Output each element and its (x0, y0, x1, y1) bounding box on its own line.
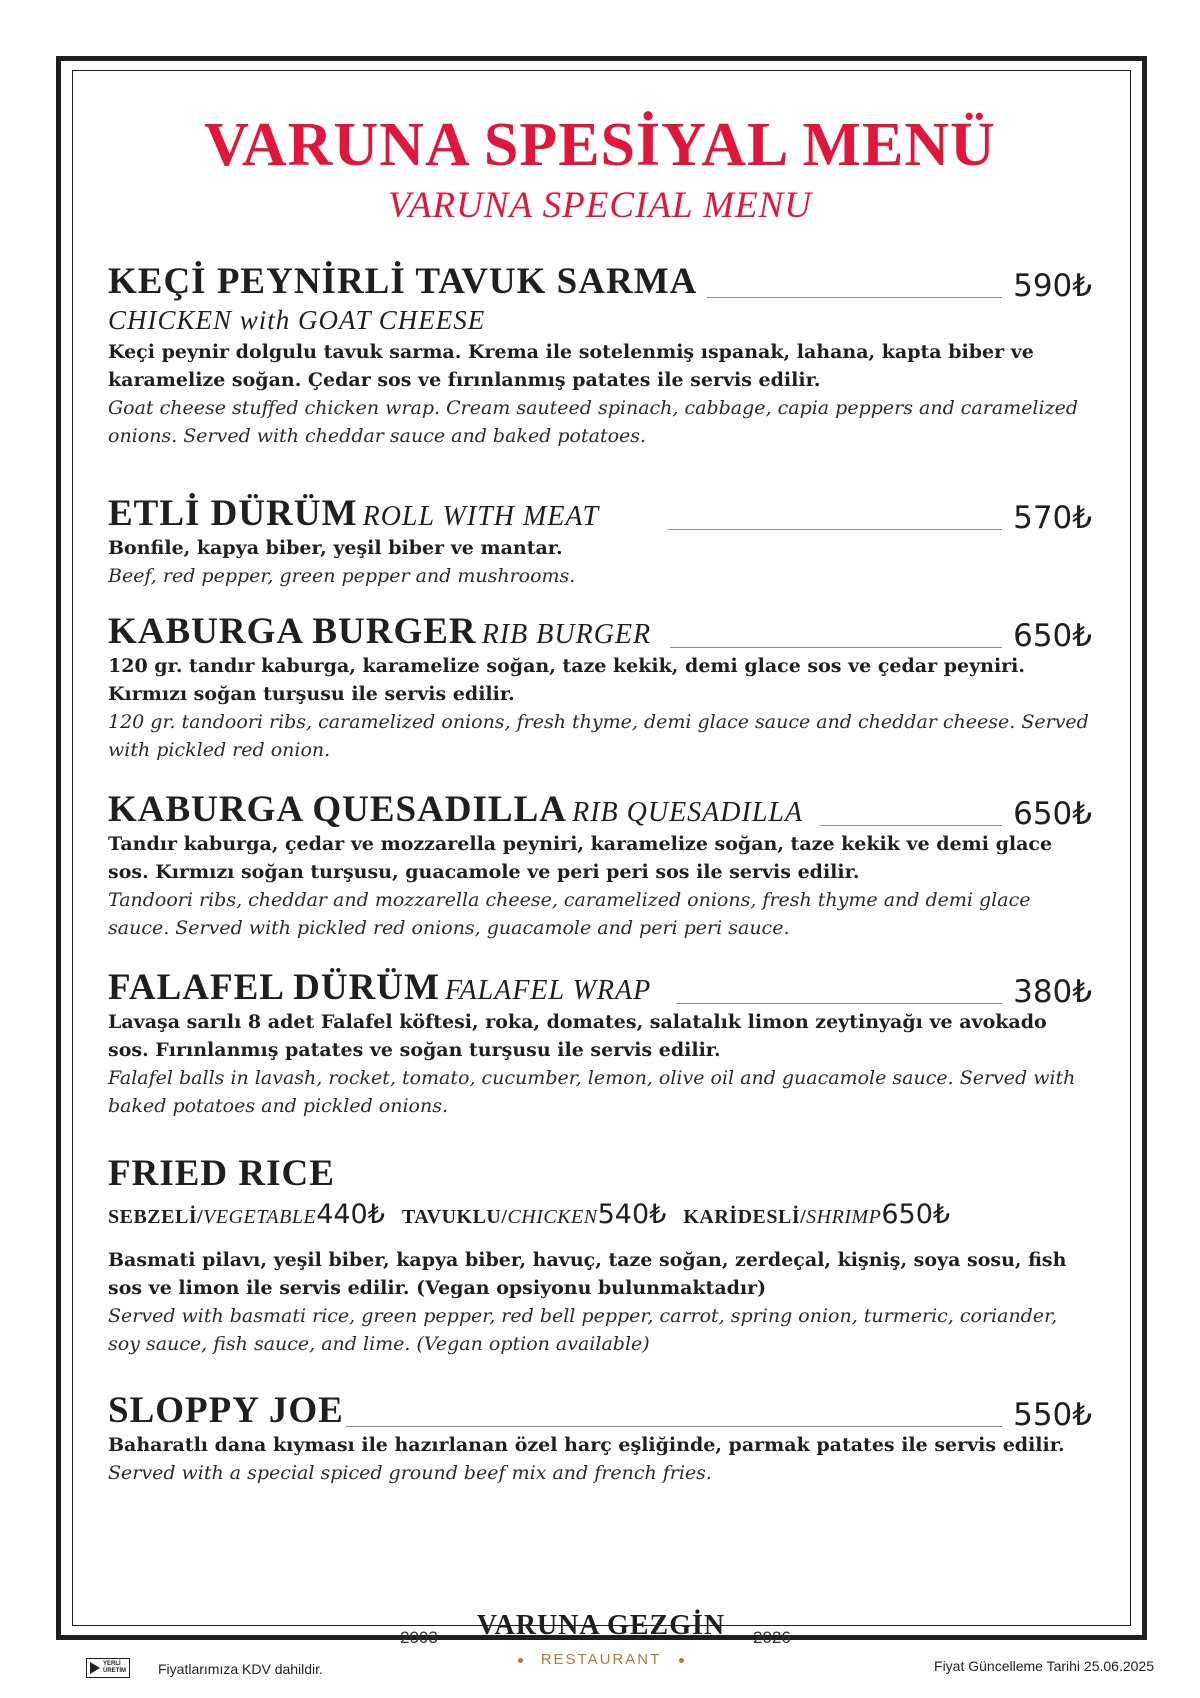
option-label-tr: SEBZELİ/ (108, 1206, 204, 1228)
item-name-en: RIB BURGER (481, 619, 652, 650)
item-desc-tr: Lavaşa sarılı 8 adet Falafel köftesi, roka, domates, salatalık limon zeytinyağı ve avokado sos. Fırınlanmış patates ve soğan turşusu ile servis edilir. (108, 1011, 1047, 1061)
item-desc-en: Served with a special spiced ground beef mix and french fries. (108, 1462, 712, 1484)
item-desc-en: Beef, red pepper, green pepper and mushrooms. (108, 565, 576, 587)
year-start: 2003 (400, 1628, 438, 1647)
footer-line-left (56, 1637, 396, 1640)
menu-title: VARUNA SPESİYAL MENÜ (204, 111, 996, 179)
item-desc-en: Served with basmati rice, green pepper, red bell pepper, carrot, spring onion, turmeric, coriander, soy sauce, fish sauce, and lime. (Vegan option available) (108, 1305, 1058, 1355)
menu-item (108, 258, 1092, 450)
item-name: SLOPPY JOE (108, 1390, 344, 1431)
dot-icon (679, 1658, 684, 1663)
item-price: 570₺ (1013, 500, 1092, 536)
leader-line (346, 1426, 1002, 1427)
year-end: 2026 (753, 1628, 791, 1647)
item-desc-en: Goat cheese stuffed chicken wrap. Cream sauteed spinach, cabbage, capia peppers and caramelized onions. Served with cheddar sauce and baked potatoes. (108, 397, 1079, 447)
menu-item (108, 1150, 1092, 1358)
leader-line (707, 297, 1002, 298)
badge-icon (90, 1662, 100, 1674)
option-label-tr: KARİDESLİ/ (683, 1206, 807, 1228)
dot-icon (518, 1658, 523, 1663)
item-subtitle-en: CHICKEN with GOAT CHEESE (108, 305, 486, 335)
restaurant-logo-sub: RESTAURANT (470, 1651, 732, 1668)
price-update-date: Fiyat Güncelleme Tarihi 25.06.2025 (934, 1658, 1154, 1674)
vat-note: Fiyatlarımıza KDV dahildir. (158, 1661, 323, 1677)
item-desc-tr: Bonfile, kapya biber, yeşil biber ve mantar. (108, 537, 563, 559)
item-name: KEÇİ PEYNİRLİ TAVUK SARMA (108, 261, 698, 302)
item-name-en: RIB QUESADILLA (572, 797, 804, 828)
item-name: FALAFEL DÜRÜM (108, 967, 440, 1008)
restaurant-logo: VARUNA GEZGİN (476, 1610, 726, 1641)
menu-item (108, 608, 1092, 764)
item-desc-en: Falafel balls in lavash, rocket, tomato, cucumber, lemon, olive oil and guacamole sauce. Served with baked potatoes and pickled onions. (108, 1067, 1076, 1117)
item-desc-tr: Basmati pilavı, yeşil biber, kapya biber, havuç, taze soğan, zerdeçal, kişniş, soya sosu, fish sos ve limon ile servis edilir. (Vegan opsiyonu bulunmaktadır) (108, 1249, 1067, 1299)
item-price: 650₺ (1013, 796, 1092, 832)
item-price: 550₺ (1013, 1397, 1092, 1433)
item-desc-tr: Keçi peynir dolgulu tavuk sarma. Krema ile sotelenmiş ıspanak, lahana, kapta biber ve karamelize soğan. Çedar sos ve fırınlanmış patates ile servis edilir. (108, 341, 1034, 391)
item-desc-en: Tandoori ribs, cheddar and mozzarella cheese, caramelized onions, fresh thyme and demi glace sauce. Served with pickled red onions, guacamole and peri peri sauce. (108, 889, 1031, 939)
item-desc-tr: Tandır kaburga, çedar ve mozzarella peyniri, karamelize soğan, taze kekik ve demi glace sos. Kırmızı soğan turşusu, guacamole ve peri peri sos ile servis edilir. (108, 833, 1053, 883)
item-name: FRIED RICE (108, 1153, 335, 1194)
item-name: KABURGA BURGER (108, 611, 477, 652)
leader-line (676, 1003, 1002, 1004)
option-label-tr: TAVUKLU/ (401, 1206, 508, 1228)
item-name: KABURGA QUESADILLA (108, 789, 568, 830)
item-name-en: FALAFEL WRAP (445, 975, 652, 1006)
item-price: 590₺ (1013, 268, 1092, 304)
fried-rice-options (108, 1200, 1092, 1232)
option-label-en: CHICKEN (507, 1206, 598, 1228)
leader-line (820, 825, 1002, 826)
item-price: 380₺ (1013, 974, 1092, 1010)
option-label-en: SHRIMP (806, 1206, 882, 1228)
item-desc-tr: 120 gr. tandır kaburga, karamelize soğan, taze kekik, demi glace sos ve çedar peyniri. Kırmızı soğan turşusu ile servis edilir. (108, 655, 1026, 705)
option-price: 440₺ (316, 1199, 385, 1230)
item-price: 650₺ (1013, 618, 1092, 654)
menu-item (108, 490, 1092, 590)
leader-line (668, 529, 1002, 530)
item-desc-tr: Baharatlı dana kıyması ile hazırlanan özel harç eşliğinde, parmak patates ile servis edilir. (108, 1434, 1065, 1456)
menu-item (108, 1387, 1092, 1487)
option-price: 540₺ (597, 1199, 667, 1230)
item-desc-en: 120 gr. tandoori ribs, caramelized onions, fresh thyme, demi glace sauce and cheddar cheese. Served with pickled red onion. (108, 711, 1089, 761)
option-label-en: VEGETABLE (203, 1206, 317, 1228)
local-production-badge: YERLİ ÜRETİM (86, 1658, 130, 1678)
leader-line (670, 647, 1002, 648)
option-price: 650₺ (881, 1199, 951, 1230)
footer-line-right (818, 1637, 1147, 1640)
menu-item (108, 786, 1092, 942)
item-name: ETLİ DÜRÜM (108, 493, 358, 534)
menu-item (108, 964, 1092, 1120)
item-name-en: ROLL WITH MEAT (362, 501, 600, 532)
menu-subtitle: VARUNA SPECIAL MENU (388, 185, 812, 226)
